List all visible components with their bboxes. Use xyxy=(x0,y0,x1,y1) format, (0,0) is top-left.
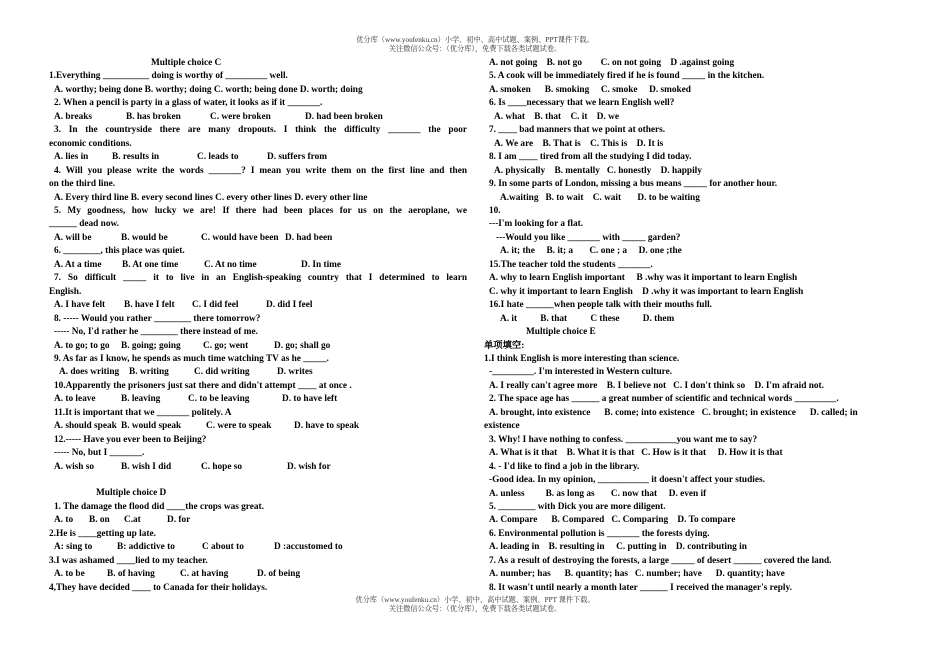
option-d: D. for xyxy=(167,515,191,526)
question-d2-options xyxy=(49,541,467,554)
option-c: C. to be leaving xyxy=(188,394,250,405)
question-d3-options xyxy=(49,568,467,581)
question-d16: 16.I hate ______when people talk with their mouths full. xyxy=(489,300,712,311)
option-c: C. I did feel xyxy=(192,300,239,311)
question-d4-options: A. not going B. not go C. on not going D .against going xyxy=(489,58,735,68)
question-6: 6. ________, this place was quiet. xyxy=(54,246,185,257)
question-12-reply: ----- No, but I _______. xyxy=(54,448,145,459)
question-8-reply: ----- No, I'd rather he ________ there instead of me. xyxy=(54,327,258,338)
option-c: C. At no time xyxy=(204,259,257,270)
option-b: B. At one time xyxy=(122,259,179,270)
question-d7-options: A. We are B. That is C. This is D. It is xyxy=(494,138,664,149)
question-e6: 6. Environmental pollution is _______ the forests dying. xyxy=(489,528,710,539)
question-12-options xyxy=(49,461,467,474)
option-d: D. have to speak xyxy=(294,421,360,432)
option-b: B. results in xyxy=(112,152,160,163)
question-d6-options: A. what B. that C. it D. we xyxy=(494,111,619,122)
option-b: B. has broken xyxy=(126,111,181,122)
option-a: A. does writing xyxy=(59,367,120,378)
question-e2-options-cont: existence xyxy=(484,421,520,432)
question-d5-options: A. smoken B. smoking C. smoke D. smoked xyxy=(489,84,691,95)
question-3-options xyxy=(49,151,467,164)
question-d10-line-1: ---I'm looking for a flat. xyxy=(489,219,584,230)
question-e1-options: A. I really can't agree more B. I believe not C. I don't think so D. I'm afraid not. xyxy=(489,380,824,391)
question-2: 2. When a pencil is party in a glass of water, it looks as if it _______. xyxy=(54,98,323,109)
question-5: 5. My goodness, how lucky we are! If there had been places for us on the aeroplane, we xyxy=(54,205,467,216)
option-a: A. will be xyxy=(54,232,92,243)
option-c: C. were broken xyxy=(210,111,271,122)
question-4: 4. Will you please write the words _______? I mean you write them on the first line and then xyxy=(54,165,467,176)
question-4-options: A. Every third line B. every second lines C. every other lines D. every other line xyxy=(54,192,368,203)
question-3: 3. In the countryside there are many dropouts. I think the difficulty _______ the poor xyxy=(54,125,467,136)
option-d: D. go; shall go xyxy=(274,340,331,351)
question-d9-options: A.waiting B. to wait C. wait D. to be waiting xyxy=(500,192,700,203)
option-a: A. should speak xyxy=(54,421,117,432)
question-9: 9. As far as I know, he spends as much time watching TV as he _____. xyxy=(54,353,329,364)
question-d8-options: A. physically B. mentally C. honestly D. happily xyxy=(494,165,702,176)
question-3-cont: economic conditions. xyxy=(49,138,132,149)
section-title-e: Multiple choice E xyxy=(526,327,596,338)
spacer xyxy=(49,474,467,487)
question-e2-options: A. brought, into existence B. come; into existence C. brought; in existence D. called; in xyxy=(489,407,858,418)
option-b: B. going; going xyxy=(121,340,181,351)
question-e4: 4. - I'd like to find a job in the library. xyxy=(489,461,640,472)
question-10-options xyxy=(49,393,467,406)
option-d: D. wish for xyxy=(287,461,331,472)
option-b: B. leaving xyxy=(121,394,161,405)
question-e5-options: A. Compare B. Compared C. Comparing D. To compare xyxy=(489,515,736,526)
option-b: B: addictive to xyxy=(117,542,175,553)
section-title-c: Multiple choice C xyxy=(151,58,222,68)
option-c: C. did writing xyxy=(194,367,250,378)
option-c: C.at xyxy=(124,515,141,526)
question-1: 1.Everything __________ doing is worthy of _________ well. xyxy=(49,71,288,82)
option-d: D. to have left xyxy=(282,394,338,405)
option-d: D. had been xyxy=(285,232,333,243)
question-7-cont: English. xyxy=(49,286,82,297)
question-4-cont: on the third line. xyxy=(49,179,116,190)
question-d9: 9. In some parts of London, missing a bus means _____ for another hour. xyxy=(489,179,778,190)
option-a: A. wish so xyxy=(54,461,95,472)
option-d: D. had been broken xyxy=(305,111,383,122)
header-line-1: 优分库（www.youfenku.cn）小学、初中、高中试题、案例、PPT课件下载。 xyxy=(356,36,594,44)
question-e6-options: A. leading in B. resulting in C. putting in D. contributing in xyxy=(489,542,747,553)
option-d: D. In time xyxy=(301,259,342,270)
option-c: C about to xyxy=(202,542,244,553)
question-d4: 4,They have decided ____ to Canada for their holidays. xyxy=(49,582,268,593)
page-footer xyxy=(0,596,950,613)
option-a: A: sing to xyxy=(54,542,93,553)
option-b: B. have I felt xyxy=(124,300,175,311)
option-b: B. writing xyxy=(129,367,169,378)
question-e4-reply: -Good idea. In my opinion, ___________ it doesn't affect your studies. xyxy=(489,475,765,486)
option-c: C. at having xyxy=(180,569,229,580)
question-d10-line-2: ---Would you like _______ with _____ garden? xyxy=(496,232,681,243)
option-c: C. would have been xyxy=(201,232,279,243)
question-12: 12.----- Have you ever been to Beijing? xyxy=(54,434,207,445)
question-8: 8. ----- Would you rather ________ there tomorrow? xyxy=(54,313,261,324)
option-a: A. to leave xyxy=(54,394,96,405)
question-d15-options-1: A. why to learn English important B .why was it important to learn English xyxy=(489,273,798,284)
question-e1: 1.I think English is more interesting than science. xyxy=(484,353,680,364)
left-column xyxy=(49,57,467,595)
option-d: D :accustomed to xyxy=(274,542,343,553)
option-b: B. would be xyxy=(121,232,168,243)
right-column xyxy=(484,57,904,595)
option-a: A. breaks xyxy=(54,111,93,122)
option-a: A. to go; to go xyxy=(54,340,110,351)
question-e4-options: A. unless B. as long as C. now that D. even if xyxy=(489,488,707,499)
question-e2: 2. The space age has ______ a great number of scientific and technical words _________. xyxy=(489,394,839,405)
question-d2: 2.He is ____getting up late. xyxy=(49,528,156,539)
question-2-options xyxy=(49,111,467,124)
question-d1: 1. The damage the flood did ____the crops was great. xyxy=(54,501,264,512)
option-d: D. of being xyxy=(257,569,301,580)
question-e8: 8. It wasn't until nearly a month later ______ I received the manager's reply. xyxy=(489,582,792,593)
footer-line-1: 优分库（www.youfenku.cn）小学、初中、高中试题、案例、PPT 课件下载。 xyxy=(355,596,595,604)
option-c: C. were to speak xyxy=(206,421,272,432)
footer-line-2: 关注微信公众号：（优分库），免费下载各类试题试卷。 xyxy=(388,604,562,613)
question-e5: 5. ________ with Dick you are more diligent. xyxy=(489,501,666,512)
question-8-options xyxy=(49,340,467,353)
question-7: 7. So difficult _____ it to live in an English-speaking country that I determined to learn xyxy=(54,273,467,284)
question-9-options xyxy=(49,366,467,379)
question-d7: 7. ____ bad manners that we point at others. xyxy=(489,125,666,136)
option-a: A. to xyxy=(54,515,74,526)
option-b: B. on xyxy=(89,515,110,526)
question-d15: 15.The teacher told the students _______. xyxy=(489,259,653,270)
option-c: C. go; went xyxy=(203,340,249,351)
question-d1-options xyxy=(49,514,467,527)
option-b: B. wish I did xyxy=(121,461,172,472)
option-a: A. I have felt xyxy=(54,300,106,311)
question-1-options: A. worthy; being done B. worthy; doing C. worth; being done D. worth; doing xyxy=(54,84,363,95)
question-d10-options: A. it; the B. it; a C. one ; a D. one ;the xyxy=(500,246,682,257)
option-c: C. hope so xyxy=(201,461,243,472)
question-e7-options: A. number; has B. quantity; has C. number; have D. quantity; have xyxy=(489,569,785,580)
option-d: D. suffers from xyxy=(267,152,327,163)
question-5-options xyxy=(49,232,467,245)
question-e7: 7. As a result of destroying the forests, a large _____ of desert ______ covered the land. xyxy=(489,555,832,566)
question-d5: 5. A cook will be immediately fired if he is found _____ in the kitchen. xyxy=(489,71,765,82)
option-d: D. writes xyxy=(277,367,313,378)
question-d8: 8. I am ____ tired from all the studying I did today. xyxy=(489,152,692,163)
section-title-d: Multiple choice D xyxy=(96,488,167,499)
question-5-cont: ______ dead now. xyxy=(49,219,119,230)
question-e1-reply: -_________. I'm interested in Western culture. xyxy=(489,367,673,378)
question-d6: 6. Is ____necessary that we learn English well? xyxy=(489,98,675,109)
option-a: A. to be xyxy=(54,569,85,580)
question-7-options xyxy=(49,299,467,312)
header-line-2: 关注微信公众号：（优分库），免费下载各类试题试卷。 xyxy=(388,44,562,53)
option-c: C. leads to xyxy=(197,152,239,163)
question-e3-options: A. What is it that B. What it is that C. How is it that D. How it is that xyxy=(489,448,783,459)
question-d15-options-2: C. why it important to learn English D .why it was important to learn English xyxy=(489,286,804,297)
question-d3: 3.I was ashamed ____lied to my teacher. xyxy=(49,555,208,566)
question-11: 11.It is important that we _______ politely. A xyxy=(54,407,232,418)
option-a: A. At a time xyxy=(54,259,102,270)
question-6-options xyxy=(49,259,467,272)
section-label: 单项填空: xyxy=(484,340,525,351)
question-d16-options: A. it B. that C these D. them xyxy=(500,313,675,324)
option-b: B. would speak xyxy=(121,421,182,432)
question-e3: 3. Why! I have nothing to confess. ___________you want me to say? xyxy=(489,434,758,445)
question-10: 10.Apparently the prisoners just sat there and didn't attempt ____ at once . xyxy=(54,380,352,391)
option-d: D. did I feel xyxy=(266,300,313,311)
page-header xyxy=(0,36,950,53)
option-b: B. of having xyxy=(107,569,155,580)
question-d10: 10. xyxy=(489,205,501,216)
question-11-options xyxy=(49,420,467,433)
option-a: A. lies in xyxy=(54,152,89,163)
